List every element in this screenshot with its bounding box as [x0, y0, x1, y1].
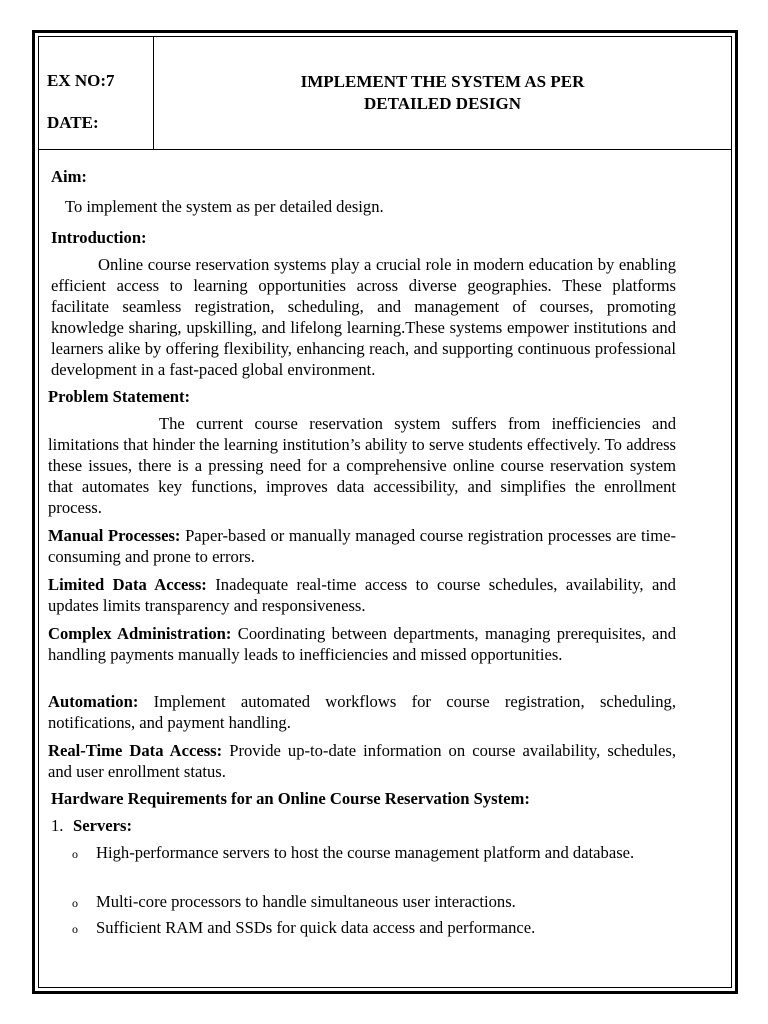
introduction-heading: Introduction: — [51, 228, 147, 247]
exercise-number: EX NO:7 — [47, 71, 115, 90]
hardware-bullet — [72, 891, 676, 912]
title-line-2: DETAILED DESIGN — [364, 94, 521, 113]
hardware-item-label: Servers: — [73, 816, 132, 835]
point-manual-processes — [48, 525, 676, 567]
point-label: Complex Administration: — [48, 624, 232, 643]
point-text: Implement automated workflows for course registration, scheduling, notifications, and payment handling. — [48, 692, 676, 732]
problem-text: The current course reservation system suffers from inefficiencies and limitations that hinder the learning institution’s ability to serve students effectively. To address these issues, there is a pressing need for a comprehensive online course reservation system that automates key functions, improves data accessibility, and simplifies the enrollment process. — [48, 414, 676, 517]
point-text: Inadequate real-time access to course schedules, availability, and updates limits transparency and responsiveness. — [48, 575, 676, 615]
bullet-circle-icon: o — [72, 922, 78, 936]
point-text: Coordinating between departments, managing prerequisites, and handling payments manually leads to inefficiencies and missed opportunities. — [48, 624, 677, 664]
bullet-text: Sufficient RAM and SSDs for quick data access and performance. — [96, 918, 536, 937]
point-real-time-data-access — [48, 740, 676, 782]
aim-text: To implement the system as per detailed design. — [65, 197, 384, 216]
point-automation — [48, 691, 676, 733]
aim-heading: Aim: — [51, 167, 87, 186]
header-left-cell — [39, 37, 154, 149]
page-inner-border — [38, 36, 732, 988]
point-text: Provide up-to-date information on course availability, schedules, and user enrollment status. — [48, 741, 676, 781]
hardware-heading: Hardware Requirements for an Online Course Reservation System: — [51, 789, 530, 808]
hardware-bullet — [72, 842, 676, 863]
bullet-text: Multi-core processors to handle simultaneous user interactions. — [96, 892, 516, 911]
title-line-1: IMPLEMENT THE SYSTEM AS PER — [300, 72, 585, 91]
page-title — [154, 71, 731, 115]
bullet-circle-icon: o — [72, 896, 78, 910]
bullet-circle-icon: o — [72, 847, 78, 861]
hardware-bullet — [72, 917, 676, 938]
bullet-text: High-performance servers to host the course management platform and database. — [96, 843, 635, 862]
point-label: Limited Data Access: — [48, 575, 207, 594]
page-border — [32, 30, 738, 994]
hardware-item-number: 1. — [51, 816, 64, 835]
introduction-text: Online course reservation systems play a crucial role in modern education by enabling efficient access to learning opportunities across diverse geographies. These platforms facilitate seamless registration, scheduling, and management of courses, promoting knowledge sharing, upskilling, and lifelong learning.These systems empower institutions and learners alike by offering flexibility, enhancing reach, and supporting continuous professional development in a fast-paced global environment. — [51, 255, 676, 379]
point-complex-administration — [48, 623, 676, 665]
point-label: Real-Time Data Access: — [48, 741, 223, 760]
point-limited-data-access — [48, 574, 676, 616]
problem-heading: Problem Statement: — [48, 387, 191, 406]
point-label: Manual Processes: — [48, 526, 181, 545]
point-label: Automation: — [48, 692, 139, 711]
document-body — [39, 150, 731, 987]
date-label: DATE: — [47, 113, 99, 132]
point-text: Paper-based or manually managed course registration processes are time-consuming and prone to errors. — [48, 526, 676, 566]
header-table — [39, 37, 731, 150]
